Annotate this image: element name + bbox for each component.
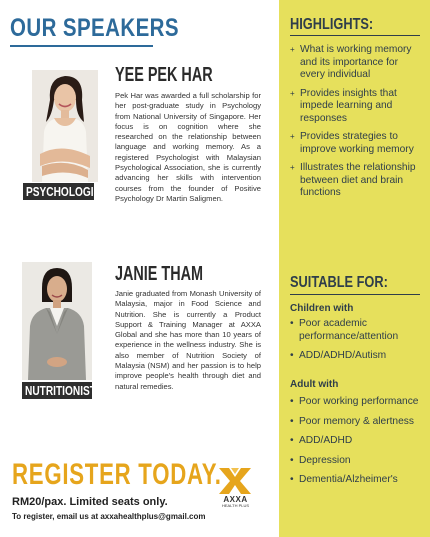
highlights-underline xyxy=(290,35,420,36)
children-list xyxy=(290,318,425,370)
suitable-underline xyxy=(290,294,420,295)
list-item xyxy=(290,435,425,448)
price-text: RM20/pax. Limited seats only. xyxy=(12,496,168,508)
bullet-icon: • xyxy=(290,435,294,446)
list-item xyxy=(290,318,425,343)
speaker-role-tag xyxy=(22,382,96,399)
highlight-text: Provides strategies to improve working memory xyxy=(300,131,414,155)
bullet-icon: • xyxy=(290,396,294,407)
list-item xyxy=(290,455,425,468)
plus-icon: + xyxy=(290,132,295,141)
highlight-text: What is working memory and its importance for every individual xyxy=(300,44,412,80)
list-item-text: Poor memory & alertness xyxy=(299,415,414,427)
children-group-title: Children with xyxy=(290,303,354,314)
list-item xyxy=(290,396,425,409)
speaker-photo-janie-tham xyxy=(22,262,92,380)
suitable-heading: SUITABLE FOR: xyxy=(290,274,388,291)
bullet-icon: • xyxy=(290,474,294,485)
highlight-text: Provides insights that impede learning and responses xyxy=(300,87,397,124)
highlight-item xyxy=(290,162,422,200)
contact-text: To register, email us at axxahealthplus@gmail.com xyxy=(12,512,206,521)
speaker-bio: Pek Har was awarded a full scholarship for her post-graduate study in Psychology from National University of Singapore. Her focus is on cognition where she researched on the relationship between language and working memory. As a registered Psychologist with Malaysian Psychological Association, she is currently advancing her skills with intervention courses from the founder of Positive Psychology Dr Martin Saligmen. xyxy=(115,91,261,203)
speaker-bio: Janie graduated from Monash University of Malaysia, major in Food Science and Nutrition. She is currently a Product Support & Training Manager at AXXA Global and she has more than 10 years of experience in the wellness industry. She is also member of Nutrition Society of Malaysia (NSM) and her passion is to help improve people's health through diet and natural remedies. xyxy=(115,289,261,391)
highlights-list xyxy=(290,44,422,206)
highlight-item xyxy=(290,131,422,156)
adult-list xyxy=(290,396,425,494)
list-item-text: ADD/ADHD/Autism xyxy=(299,350,387,361)
title-underline xyxy=(10,45,153,47)
role-label: NUTRITIONIST xyxy=(25,383,96,398)
highlight-item xyxy=(290,44,422,82)
speaker-name: JANIE THAM xyxy=(115,263,204,285)
highlight-text: Illustrates the relationship between diet and brain functions xyxy=(300,162,416,198)
bullet-icon: • xyxy=(290,318,294,329)
plus-icon: + xyxy=(290,45,295,54)
adult-group-title: Adult with xyxy=(290,379,339,390)
list-item-text: ADD/ADHD xyxy=(299,435,353,446)
speaker-name: YEE PEK HAR xyxy=(115,64,213,86)
page-title: OUR SPEAKERS xyxy=(10,14,179,42)
highlight-item xyxy=(290,88,422,126)
list-item xyxy=(290,350,425,363)
bullet-icon: • xyxy=(290,415,294,427)
list-item-text: Poor academic performance/attention xyxy=(299,318,399,342)
speaker-role-tag xyxy=(23,183,107,200)
speaker-photo-yee-pek-har xyxy=(32,70,98,182)
list-item-text: Depression xyxy=(299,454,351,466)
plus-icon: + xyxy=(290,163,295,172)
register-headline: REGISTER TODAY. xyxy=(12,458,222,491)
bullet-icon: • xyxy=(290,454,294,466)
plus-icon: + xyxy=(290,88,295,98)
logo-subtitle: HEALTH PLUS xyxy=(221,503,250,508)
logo-wordmark: AXXA xyxy=(223,495,248,504)
bullet-icon: • xyxy=(290,350,294,361)
list-item xyxy=(290,416,425,429)
highlights-heading: HIGHLIGHTS: xyxy=(290,16,374,33)
list-item xyxy=(290,474,425,487)
list-item-text: Dementia/Alzheimer's xyxy=(299,474,398,485)
list-item-text: Poor working performance xyxy=(299,396,419,407)
role-label: PSYCHOLOGIST xyxy=(26,184,107,199)
